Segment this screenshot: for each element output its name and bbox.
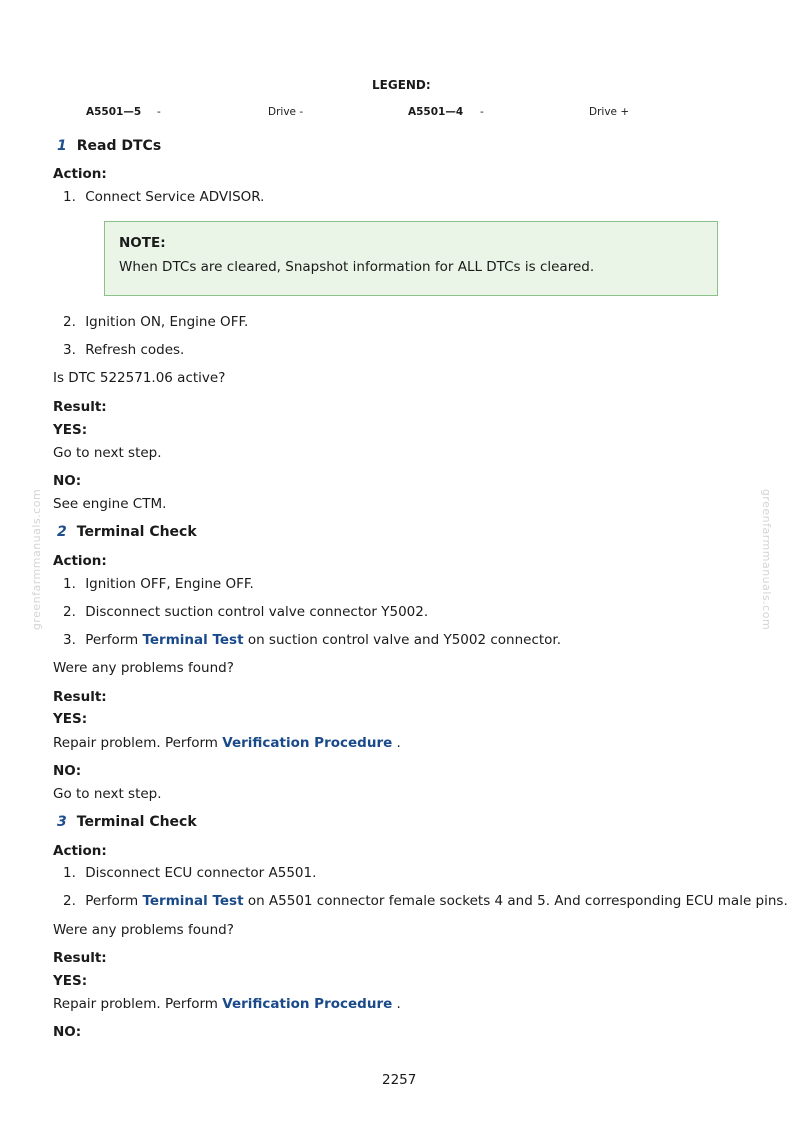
action-text: Disconnect suction control valve connector Y5002. (85, 604, 429, 620)
action-item (63, 576, 254, 592)
question-text: Were any problems found? (53, 660, 234, 676)
note-title: NOTE: (119, 235, 166, 251)
legend-connector: A5501—4 (408, 106, 464, 118)
no-label: NO: (53, 473, 82, 489)
step-title: Read DTCs (76, 138, 162, 154)
question-text: Were any problems found? (53, 922, 234, 938)
action-text: Ignition OFF, Engine OFF. (85, 576, 254, 592)
action-text: Ignition ON, Engine OFF. (85, 314, 249, 330)
action-item (63, 604, 428, 620)
terminal-test-link[interactable]: Terminal Test (142, 893, 244, 909)
legend-dash: - (157, 106, 161, 118)
legend-dash: - (480, 106, 484, 118)
page-number: 2257 (382, 1072, 417, 1088)
action-text-pre: Perform (85, 893, 143, 909)
terminal-test-link[interactable]: Terminal Test (142, 632, 244, 648)
action-text-pre: Perform (85, 632, 143, 648)
action-text: Refresh codes. (85, 342, 185, 358)
watermark-right: greenfarmmanuals.com (760, 488, 774, 631)
legend-desc: Drive + (589, 106, 630, 118)
legend-desc: Drive - (268, 106, 304, 118)
action-item (63, 865, 316, 881)
action-text: Connect Service ADVISOR. (85, 189, 265, 205)
note-text: When DTCs are cleared, Snapshot information for ALL DTCs is cleared. (119, 259, 595, 275)
action-label: Action: (53, 843, 107, 859)
result-label: Result: (53, 399, 107, 415)
legend-title: LEGEND: (372, 78, 431, 92)
action-number: 2. (63, 314, 76, 330)
step-heading (57, 138, 161, 154)
yes-text-post: . (392, 996, 401, 1012)
action-number: 3. (63, 632, 76, 648)
no-label: NO: (53, 763, 82, 779)
step-number: 2 (57, 524, 67, 540)
step-number: 1 (57, 138, 67, 154)
action-text-post: on suction control valve and Y5002 connector. (243, 632, 562, 648)
verification-procedure-link[interactable]: Verification Procedure (222, 996, 393, 1012)
action-number: 1. (63, 865, 76, 881)
action-text: Disconnect ECU connector A5501. (85, 865, 317, 881)
question-text: Is DTC 522571.06 active? (53, 370, 226, 386)
result-label: Result: (53, 950, 107, 966)
action-number: 1. (63, 189, 76, 205)
yes-text-pre: Repair problem. Perform (53, 996, 223, 1012)
yes-label: YES: (53, 711, 88, 727)
watermark-left: greenfarmmanuals.com (30, 488, 44, 631)
yes-text (53, 735, 401, 751)
legend-connector: A5501—5 (86, 106, 142, 118)
step-title: Terminal Check (76, 814, 197, 830)
step-number: 3 (57, 814, 67, 830)
action-label: Action: (53, 553, 107, 569)
verification-procedure-link[interactable]: Verification Procedure (222, 735, 393, 751)
action-item (63, 189, 264, 205)
step-title: Terminal Check (76, 524, 197, 540)
action-item (63, 893, 788, 909)
step-heading (57, 524, 197, 540)
action-item (63, 314, 248, 330)
no-label: NO: (53, 1024, 82, 1040)
yes-text-pre: Repair problem. Perform (53, 735, 223, 751)
yes-label: YES: (53, 422, 88, 438)
no-text: See engine CTM. (53, 496, 167, 512)
yes-text: Go to next step. (53, 445, 162, 461)
action-number: 2. (63, 893, 76, 909)
yes-text-post: . (392, 735, 401, 751)
note-box (104, 221, 718, 296)
action-number: 2. (63, 604, 76, 620)
action-text-post: on A5501 connector female sockets 4 and 5. And corresponding ECU male pins. (243, 893, 788, 909)
action-item (63, 342, 184, 358)
result-label: Result: (53, 689, 107, 705)
step-heading (57, 814, 197, 830)
action-label: Action: (53, 166, 107, 182)
yes-text (53, 996, 401, 1012)
action-number: 1. (63, 576, 76, 592)
yes-label: YES: (53, 973, 88, 989)
no-text: Go to next step. (53, 786, 162, 802)
action-number: 3. (63, 342, 76, 358)
action-item (63, 632, 561, 648)
